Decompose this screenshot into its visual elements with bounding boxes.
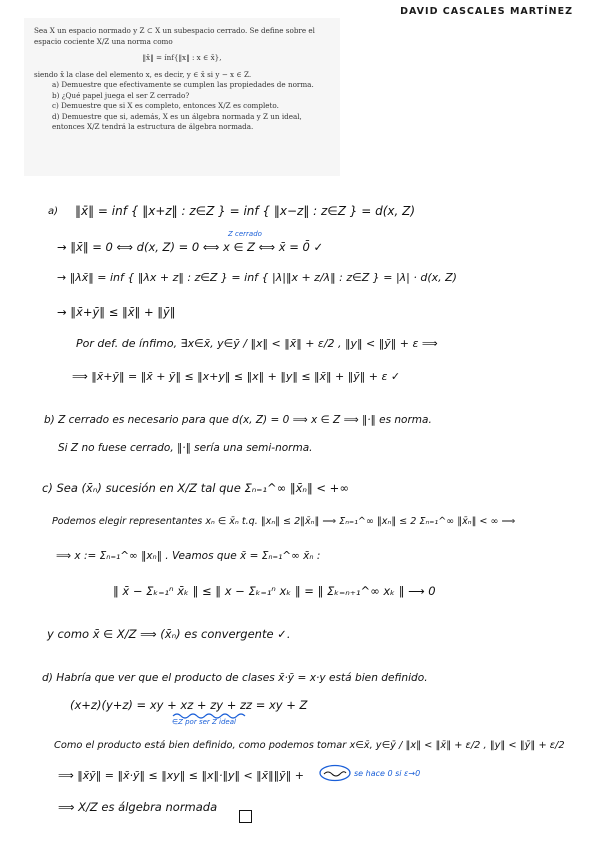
circled-term bbox=[318, 764, 352, 782]
line-a3: → ‖λx̄‖ = inf { ‖λx + z‖ : z∈Z } = inf { |λ|‖x + z/λ‖ : z∈Z } = |λ| · d(x, Z) bbox=[57, 271, 457, 284]
problem-formula: ‖x̄‖ = ínf{‖x‖ : x ∈ x̄}, bbox=[142, 53, 222, 62]
line-a1: ‖x̄‖ = inf { ‖x+z‖ : z∈Z } = inf { ‖x−z‖ : z∈Z } = d(x, Z) bbox=[75, 204, 416, 218]
qed-square bbox=[239, 810, 252, 823]
problem-statement bbox=[24, 18, 340, 176]
line-d5: ⟹ X/Z es álgebra normada bbox=[58, 800, 218, 814]
line-d1: d) Habría que ver que el producto de clases x̄·ȳ = x·y está bien definido. bbox=[42, 672, 428, 684]
line-d4: ⟹ ‖x̄ȳ‖ = ‖x̄·ȳ‖ ≤ ‖xy‖ ≤ ‖x‖·‖y‖ < ‖x̄‖‖ȳ‖ + bbox=[58, 769, 304, 782]
line-d2: (x+z)(y+z) = xy + xz + zy + zz = xy + Z bbox=[70, 698, 308, 712]
problem-intro: Sea X un espacio normado y Z ⊂ X un subespacio cerrado. Se define sobre el espacio cociente X/Z una norma como bbox=[34, 26, 315, 46]
problem-after-formula: siendo x̄ la clase del elemento x, es decir, y ∈ x̄ si y − x ∈ Z. bbox=[34, 69, 252, 79]
line-a5: Por def. de ínfimo, ∃x∈x̄, y∈ȳ / ‖x‖ < ‖x̄‖ + ε/2 , ‖y‖ < ‖ȳ‖ + ε ⟹ bbox=[76, 337, 438, 350]
line-d3: Como el producto está bien definido, como podemos tomar x∈x̄, y∈ȳ / ‖x‖ < ‖x̄‖ + ε/2 , ‖y‖ < ‖ȳ‖ + ε/2 bbox=[54, 740, 565, 751]
note-ideal: ∈Z por ser Z ideal bbox=[172, 718, 236, 726]
line-c5: y como x̄ ∈ X/Z ⟹ (x̄ₙ) es convergente ✓. bbox=[47, 627, 291, 641]
line-a2: → ‖x̄‖ = 0 ⟺ d(x, Z) = 0 ⟺ x ∈ Z ⟺ x̄ = 0̄ ✓ bbox=[57, 240, 324, 254]
note-z-cerrado: Z cerrado bbox=[228, 230, 262, 238]
problem-item-d: d) Demuestre que si, además, X es un álgebra normada y Z un ideal, entonces X/Z tendrá la estructura de álgebra normada. bbox=[52, 111, 302, 131]
line-c2: Podemos elegir representantes xₙ ∈ x̄ₙ t.q. ‖xₙ‖ ≤ 2‖x̄ₙ‖ ⟹ Σₙ₌₁^∞ ‖xₙ‖ ≤ 2 Σₙ₌₁^∞ ‖x̄ₙ‖ < ∞ ⟹ bbox=[52, 516, 516, 527]
author-name: DAVID CASCALES MARTÍNEZ bbox=[400, 6, 573, 17]
problem-item-a: a) Demuestre que efectivamente se cumplen las propiedades de norma. bbox=[52, 80, 314, 89]
line-a6: ⟹ ‖x̄+ȳ‖ = ‖x̄ + ȳ‖ ≤ ‖x+y‖ ≤ ‖x‖ + ‖y‖ ≤ ‖x̄‖ + ‖ȳ‖ + ε ✓ bbox=[72, 370, 401, 383]
line-b1: b) Z cerrado es necesario para que d(x, Z) = 0 ⟹ x ∈ Z ⟹ ‖·‖ es norma. bbox=[44, 414, 432, 426]
line-c3: ⟹ x := Σₙ₌₁^∞ ‖xₙ‖ . Veamos que x̄ = Σₙ₌₁^∞ x̄ₙ : bbox=[56, 550, 321, 562]
problem-item-c: c) Demuestre que si X es completo, entonces X/Z es completo. bbox=[52, 101, 279, 110]
line-c4: ‖ x̄ − Σₖ₌₁ⁿ x̄ₖ ‖ ≤ ‖ x − Σₖ₌₁ⁿ xₖ ‖ = ‖ Σₖ₌ₙ₊₁^∞ xₖ ‖ ⟶ 0 bbox=[113, 584, 436, 598]
line-a4: → ‖x̄+ȳ‖ ≤ ‖x̄‖ + ‖ȳ‖ bbox=[57, 305, 176, 319]
problem-item-b: b) ¿Qué papel juega el ser Z cerrado? bbox=[52, 90, 190, 100]
line-c1: c) Sea (x̄ₙ) sucesión en X/Z tal que Σₙ₌₁^∞ ‖x̄ₙ‖ < +∞ bbox=[42, 481, 349, 495]
part-a-label: a) bbox=[48, 206, 59, 217]
note-epsilon: se hace 0 si ε→0 bbox=[354, 769, 421, 778]
line-b2: Si Z no fuese cerrado, ‖·‖ sería una semi-norma. bbox=[58, 442, 313, 454]
